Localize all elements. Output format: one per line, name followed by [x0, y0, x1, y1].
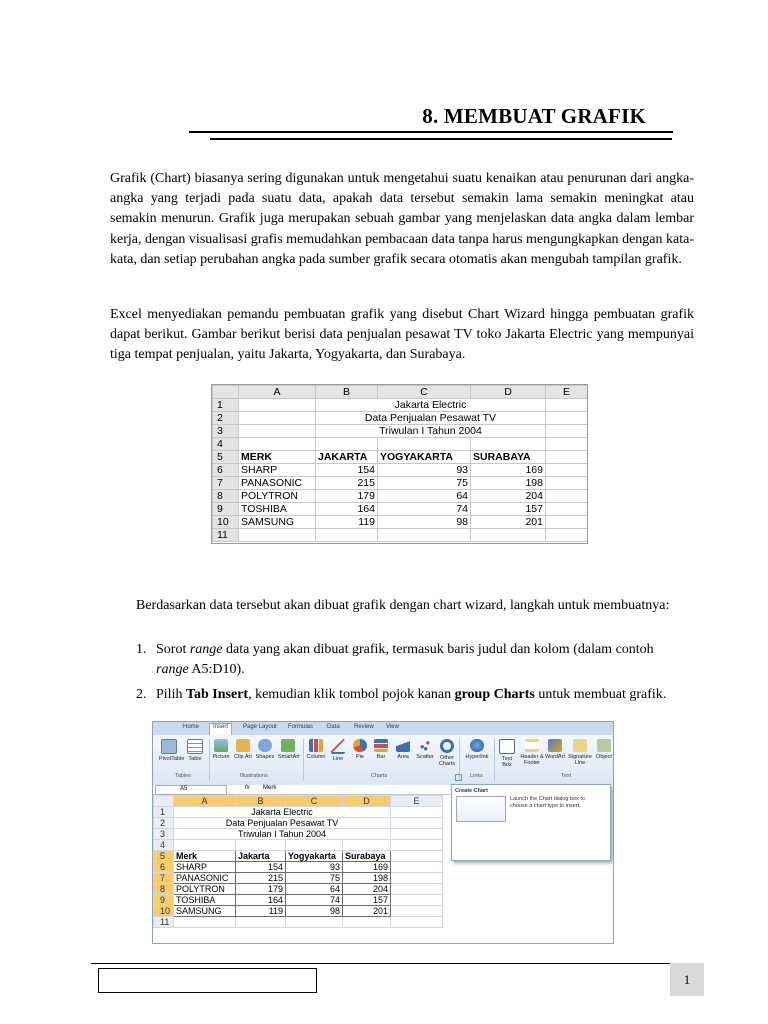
scatter-chart-button[interactable]: Scatter — [415, 739, 435, 760]
table-row — [154, 906, 443, 917]
group-separator — [209, 739, 210, 781]
cell-value[interactable]: 169 — [343, 862, 391, 873]
column-header-row — [154, 796, 443, 807]
col-header: A — [239, 386, 316, 399]
col-header: B — [236, 796, 286, 807]
charts-dialog-launcher[interactable] — [455, 774, 462, 781]
step-text: A5:D10). — [188, 662, 245, 678]
cell-merk[interactable]: PANASONIC — [174, 873, 236, 884]
tab-insert[interactable]: Insert — [209, 723, 232, 735]
row-number: 4 — [213, 438, 239, 451]
row-number: 9 — [213, 503, 239, 516]
page-title: 8. MEMBUAT GRAFIK — [422, 104, 646, 128]
sheet-subtitle: Data Penjualan Pesawat TV — [316, 412, 546, 425]
row-number: 8 — [154, 884, 174, 895]
pie-chart-icon — [353, 739, 367, 752]
fx-icon: fx — [245, 785, 250, 791]
ribbon-tab-bar — [153, 722, 613, 735]
step-text: untuk membuat grafik. — [534, 687, 667, 702]
shapes-icon — [258, 739, 272, 752]
cell-value[interactable]: 164 — [236, 895, 286, 906]
list-item-step-2 — [136, 685, 676, 725]
title-rule-top — [189, 131, 673, 133]
cell-value[interactable]: 64 — [286, 884, 343, 895]
bar-chart-button[interactable]: Bar — [371, 739, 391, 760]
cell-value: 154 — [316, 464, 378, 477]
table-row — [154, 873, 443, 884]
row-number: 3 — [213, 425, 239, 438]
formula-content[interactable]: Merk — [263, 785, 277, 791]
table-header-row — [154, 851, 443, 862]
table-row — [154, 829, 443, 840]
cell-merk[interactable]: SAMSUNG — [174, 906, 236, 917]
pivottable-button[interactable]: PivotTable — [159, 739, 179, 762]
area-chart-button[interactable]: Area — [393, 739, 413, 760]
step-text: data yang akan dibuat grafik, termasuk baris judul dan kolom (dalam contoh — [222, 642, 654, 657]
cell-value[interactable]: 119 — [236, 906, 286, 917]
cell-value[interactable]: 215 — [236, 873, 286, 884]
cell-value: 198 — [471, 477, 546, 490]
table-row — [213, 438, 588, 451]
tab-view[interactable]: View — [386, 724, 399, 730]
col-header: D — [343, 796, 391, 807]
sheet-period: Triwulan I Tahun 2004 — [316, 425, 546, 438]
table-row — [154, 840, 443, 851]
row-number: 2 — [213, 412, 239, 425]
group-label-tables: Tables — [175, 773, 191, 779]
header-footer-button[interactable]: Header & Footer — [519, 739, 545, 766]
table-row — [154, 884, 443, 895]
paragraph-chart-wizard: Excel menyediakan pemandu pembuatan grafik yang disebut Chart Wizard hingga pembuatan grafik dapat berikut. Gambar berikut berisi data penjualan pesawat TV toko Jakarta Electric yang mempunyai tiga tempat penjualan, yaitu Jakarta, Yogyakarta, dan Surabaya. — [110, 307, 694, 363]
column-chart-icon — [309, 739, 323, 752]
group-label-illustrations: Illustrations — [240, 773, 268, 779]
table-row — [154, 807, 443, 818]
tooltip-description: Launch the Chart dialog box to choose a chart type to insert. — [510, 796, 585, 809]
cell-merk: TOSHIBA — [239, 503, 316, 516]
cell-value: 75 — [378, 477, 471, 490]
header-cell[interactable]: Merk — [174, 851, 236, 862]
cell-value: 98 — [378, 516, 471, 529]
cell-value: 164 — [316, 503, 378, 516]
create-chart-tooltip — [451, 784, 611, 861]
step-bold: group Charts — [454, 687, 535, 702]
table-row — [154, 917, 443, 928]
row-number: 7 — [154, 873, 174, 884]
table-button[interactable]: Table — [185, 739, 205, 762]
sheet-title: Jakarta Electric — [316, 399, 546, 412]
table-row — [213, 399, 588, 412]
row-number: 9 — [154, 895, 174, 906]
footer-box — [98, 968, 317, 993]
ribbon-insert — [153, 735, 613, 786]
header-cell: SURABAYA — [471, 451, 546, 464]
group-label-text: Text — [561, 773, 572, 779]
cell-value[interactable]: 198 — [343, 873, 391, 884]
row-number: 11 — [154, 917, 174, 928]
col-header: E — [546, 386, 588, 399]
header-cell[interactable]: Jakarta — [236, 851, 286, 862]
object-button[interactable]: Object — [594, 739, 614, 760]
table-row — [154, 818, 443, 829]
col-header: E — [391, 796, 443, 807]
shapes-button[interactable]: Shapes — [255, 739, 275, 760]
table-row — [213, 490, 588, 503]
col-header: A — [174, 796, 236, 807]
hyperlink-icon — [470, 739, 484, 752]
step-number: 1. — [136, 642, 147, 657]
col-header: B — [316, 386, 378, 399]
wordart-icon — [548, 739, 562, 752]
cell-value[interactable]: 74 — [286, 895, 343, 906]
cell-value: 201 — [471, 516, 546, 529]
cell-value: 93 — [378, 464, 471, 477]
cell-value[interactable]: 98 — [286, 906, 343, 917]
row-number: 6 — [154, 862, 174, 873]
cell-value: 157 — [471, 503, 546, 516]
text-box-icon — [499, 739, 515, 754]
cell-value[interactable]: 154 — [236, 862, 286, 873]
group-separator — [494, 739, 495, 781]
step-text: Sorot — [156, 642, 190, 657]
step-text: Pilih — [156, 687, 186, 702]
line-chart-button[interactable]: Line — [328, 739, 348, 762]
row-number: 4 — [154, 840, 174, 851]
table-row — [213, 529, 588, 542]
name-box[interactable]: A5 — [155, 785, 227, 795]
signature-line-icon — [573, 739, 587, 752]
cell-value[interactable]: 157 — [343, 895, 391, 906]
group-separator — [303, 739, 304, 781]
picture-icon — [214, 739, 228, 752]
cell-merk: PANASONIC — [239, 477, 316, 490]
cell-merk[interactable]: TOSHIBA — [174, 895, 236, 906]
bar-chart-icon — [374, 739, 388, 752]
area-chart-icon — [396, 739, 410, 752]
clip-art-icon — [236, 739, 250, 752]
cell-value: 204 — [471, 490, 546, 503]
table-row — [213, 503, 588, 516]
steps-intro: Berdasarkan data tersebut akan dibuat grafik dengan chart wizard, langkah untuk membuatnya: — [136, 598, 670, 613]
text-box-button[interactable]: Text Box — [497, 739, 517, 768]
row-number: 5 — [213, 451, 239, 464]
row-number: 5 — [154, 851, 174, 862]
table-row — [154, 862, 443, 873]
table-row — [154, 895, 443, 906]
cell-value[interactable]: 201 — [343, 906, 391, 917]
row-number: 6 — [213, 464, 239, 477]
cell-value: 215 — [316, 477, 378, 490]
row-number: 2 — [154, 818, 174, 829]
tooltip-preview-image — [456, 796, 506, 822]
table-icon — [187, 739, 203, 754]
cell-value: 119 — [316, 516, 378, 529]
list-item-step-1 — [136, 640, 676, 680]
cell-value[interactable]: 179 — [236, 884, 286, 895]
step-text: , kemudian klik tombol pojok kanan — [248, 687, 455, 702]
table-row — [213, 425, 588, 438]
wordart-button[interactable]: WordArt — [545, 739, 565, 760]
table-row — [213, 516, 588, 529]
page-number: 1 — [670, 963, 704, 996]
tab-home[interactable]: Home — [183, 724, 200, 730]
header-cell: MERK — [239, 451, 316, 464]
pivottable-icon — [161, 739, 177, 754]
cell-merk: SHARP — [239, 464, 316, 477]
row-number: 3 — [154, 829, 174, 840]
signature-line-button[interactable]: Signature Line — [568, 739, 592, 766]
title-rule-bottom — [210, 138, 672, 140]
tab-formulas[interactable]: Formulas — [288, 724, 314, 730]
header-cell: YOGYAKARTA — [378, 451, 471, 464]
table-row — [213, 464, 588, 477]
tab-review[interactable]: Review — [354, 724, 374, 730]
header-cell: JAKARTA — [316, 451, 378, 464]
cell-value: 64 — [378, 490, 471, 503]
row-number: 1 — [154, 807, 174, 818]
smartart-icon — [281, 739, 295, 752]
tab-page-layout[interactable]: Page Layout — [243, 724, 277, 730]
step-number: 2. — [136, 687, 147, 702]
smartart-button[interactable]: SmartArt — [278, 739, 298, 760]
cell-value[interactable]: 204 — [343, 884, 391, 895]
row-number: 10 — [213, 516, 239, 529]
cell-merk[interactable]: POLYTRON — [174, 884, 236, 895]
picture-button[interactable]: Picture — [211, 739, 231, 760]
table-row — [213, 477, 588, 490]
cell-value: 179 — [316, 490, 378, 503]
row-number: 10 — [154, 906, 174, 917]
row-number: 7 — [213, 477, 239, 490]
cell-merk: SAMSUNG — [239, 516, 316, 529]
step-emphasis: range — [189, 642, 223, 657]
hyperlink-button[interactable]: Hyperlink — [464, 739, 490, 760]
cell-merk[interactable]: SHARP — [174, 862, 236, 873]
cell-value: 169 — [471, 464, 546, 477]
col-header: D — [471, 386, 546, 399]
table-header-row — [213, 451, 588, 464]
object-icon — [597, 739, 611, 752]
clip-art-button[interactable]: Clip Art — [233, 739, 253, 760]
column-chart-button[interactable]: Column — [306, 739, 326, 760]
header-cell[interactable]: Yogyakarta — [286, 851, 343, 862]
footer-rule — [91, 963, 703, 964]
group-label-links: Links — [470, 773, 483, 779]
sheet-subtitle: Data Penjualan Pesawat TV — [174, 818, 391, 829]
cell-value: 74 — [378, 503, 471, 516]
group-label-charts: Charts — [371, 773, 388, 779]
other-charts-icon — [440, 739, 454, 753]
paragraph-intro-grafik: Grafik (Chart) biasanya sering digunakan untuk mengetahui suatu kenaikan atau penurunan dari angka-angka yang terjadi pada suatu data, apakah data tersebut semakin lama semakin meningkat atau semakin menurun. Grafik juga merupakan sebuah gambar yang menjelaskan data angka dalam lembar kerja, dengan visualisasi grafis memudahkan pembacaan data tanpa harus mengungkapkan dengan kata-kata, dan setiap perubahan angka pada sumber grafik secara otomatis akan mengubah tampilan grafik. — [110, 171, 694, 267]
cell-merk: POLYTRON — [239, 490, 316, 503]
tooltip-title: Create Chart — [455, 788, 489, 794]
row-number: 11 — [213, 529, 239, 542]
cell-value[interactable]: 75 — [286, 873, 343, 884]
header-cell[interactable]: Surabaya — [343, 851, 391, 862]
row-number: 8 — [213, 490, 239, 503]
excel-sheet-image-2 — [153, 795, 453, 928]
row-number: 1 — [213, 399, 239, 412]
col-header: C — [378, 386, 471, 399]
step-emphasis: range — [156, 662, 189, 678]
cell-value[interactable]: 93 — [286, 862, 343, 873]
col-header: C — [286, 796, 343, 807]
scatter-chart-icon — [418, 739, 432, 752]
step-bold: Tab Insert — [185, 687, 249, 702]
column-header-row — [213, 386, 588, 399]
excel-ribbon-screenshot — [152, 721, 614, 944]
tab-data[interactable]: Data — [327, 724, 340, 730]
line-chart-icon — [331, 739, 345, 754]
pie-chart-button[interactable]: Pie — [350, 739, 370, 760]
other-charts-button[interactable]: Other Charts — [437, 739, 457, 767]
sheet-period: Triwulan I Tahun 2004 — [174, 829, 391, 840]
sheet-title: Jakarta Electric — [174, 807, 391, 818]
header-footer-icon — [525, 739, 539, 752]
excel-sheet-image-1 — [211, 384, 588, 544]
table-row — [213, 412, 588, 425]
